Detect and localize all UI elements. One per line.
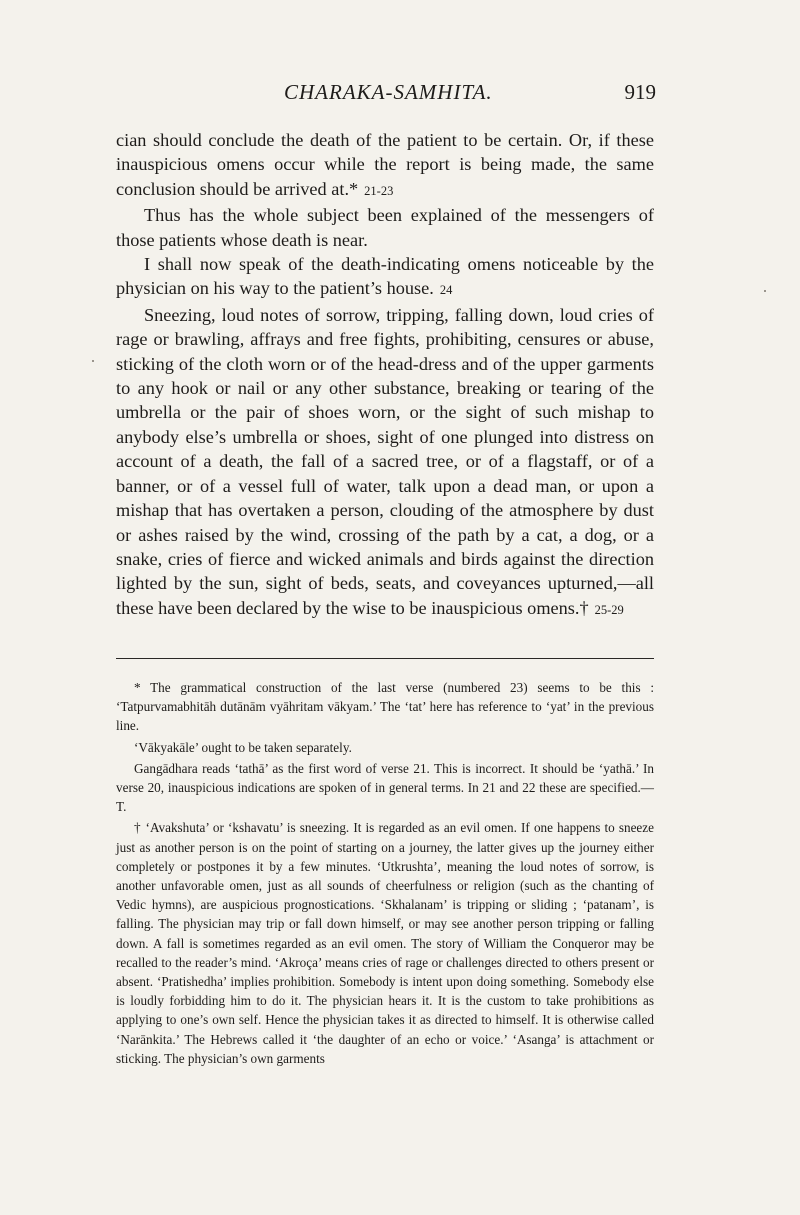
scan-speck	[92, 360, 94, 362]
verse-number: 25-29	[594, 602, 624, 617]
paragraph	[116, 303, 654, 622]
footnotes	[116, 678, 654, 1068]
verse-number: 24	[439, 283, 453, 298]
footnote: Gangādhara reads ‘tathā’ as the first word of verse 21. This is incorrect. It should be ‘yathā.’ In verse 20, inauspicious indications are spoken of in general terms. In 21 and 22 these are specified.—T.	[116, 760, 654, 815]
paragraph	[116, 128, 654, 203]
paragraph	[116, 203, 654, 252]
footnote: ‘Vākyakāle’ ought to be taken separately.	[134, 739, 352, 755]
running-title: CHARAKA-SAMHITA.	[284, 80, 493, 104]
paragraph	[116, 252, 654, 303]
paragraph-text: I shall now speak of the death-indicating omens noticeable by the physician on his way to the patient’s house.	[116, 254, 654, 299]
verse-number: 21-23	[364, 183, 394, 198]
footnote-divider	[116, 658, 654, 659]
page-number: 919	[624, 80, 656, 104]
page-header	[116, 80, 656, 110]
footnote: † ‘Avakshuta’ or ‘kshavatu’ is sneezing. It is regarded as an evil omen. If one happens to sneeze just as another person is on the point of starting on a journey, the latter gives up the journey either completely or postpones it by a few minutes. ‘Utkrushta’, meaning the loud notes of sorrow, is another unfavorable omen, just as all sounds of cheerfulness or religion (such as the chanting of Vedic hymns), are auspicious prognostications. ‘Skhalanam’ is tripping or sliding ; ‘patanam’, is falling. The physician may trip or fall down himself, or may see another person tripping or falling down. A fall is sometimes regarded as an evil omen. The story of William the Conqueror may be recalled to the reader’s mind. ‘Akroça’ means cries of rage or challenges directed to others present or absent. ‘Pratishedha’ implies prohibition. Somebody is intent upon doing something. Somebody else is loudly forbidding him to do it. The physician hears it. It is the custom to take prohibitions as applying to one’s own self. Hence the physician takes it as directed to himself. It is otherwise called ‘Narānkita.’ The Hebrews called it ‘the daughter of an echo or voice.’ ‘Asanga’ is attachment or sticking. The physician’s own garments	[116, 820, 654, 1066]
paragraph-text: Sneezing, loud notes of sorrow, tripping, falling down, loud cries of rage or brawling, affrays and free fights, prohibiting, censures or abuse, sticking of the cloth worn or of the head-dress and of the upper garments to any hook or nail or any other substance, breaking or tearing of the umbrella or the pair of shoes worn, or the sight of such mishap to anybody else’s umbrella or shoes, sight of one plunged into distress on account of a death, the fall of a sacred tree, or of a flagstaff, or of a banner, or of a vessel full of water, talk upon a dead man, or upon a mishap that has overtaken a person, clouding of the atmosphere by dust or ashes raised by the wind, crossing of the path by a cat, a dog, or a snake, cries of fierce and wicked animals and birds against the direction lighted by the sun, sight of beds, seats, and coveyances upturned,—all these have been declared by the wise to be inauspicious omens.†	[116, 304, 654, 618]
paragraph-text: cian should conclude the death of the patient to be certain. Or, if these inauspicious omens occur while the report is being made, the same conclusion should be arrived at.*	[116, 130, 654, 199]
scan-speck	[764, 290, 766, 292]
paragraph-text: Thus has the whole subject been explained of the messengers of those patients whose death is near.	[116, 205, 654, 250]
main-text	[116, 128, 654, 622]
footnote: * The grammatical construction of the last verse (numbered 23) seems to be this : ‘Tatpurvamabhitāh dutānām vyāhritam vākyam.’ The ‘tat’ here has reference to ‘yat’ in the previous line.	[116, 680, 654, 734]
